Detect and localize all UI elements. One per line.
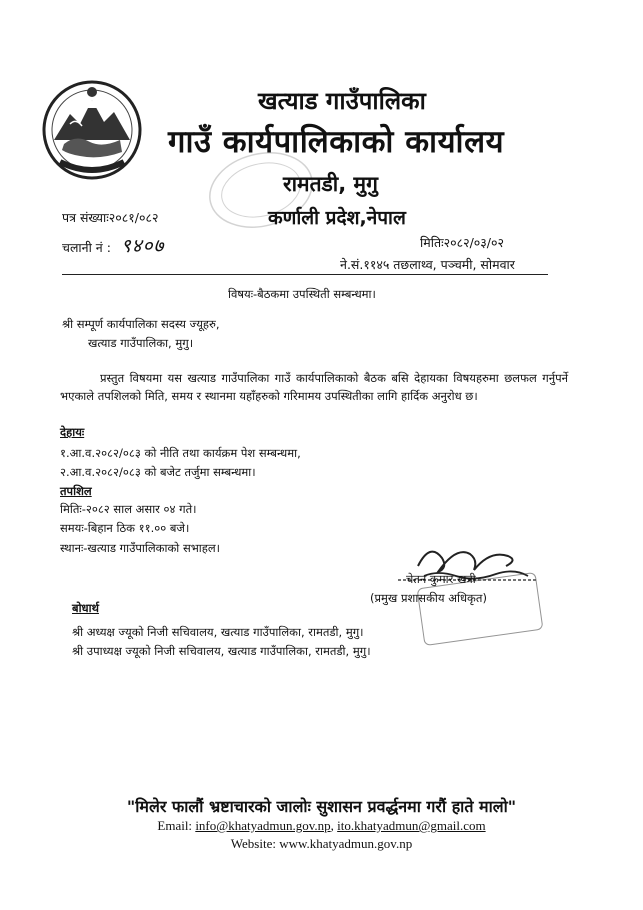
nepal-emblem-icon [40, 78, 144, 182]
header-divider [62, 274, 548, 275]
schedule-heading: तपशिल [60, 484, 92, 498]
schedule-time: समयः-बिहान ठिक ११.०० बजे। [60, 521, 190, 535]
nepal-sambat-date: ने.सं.११४५ तछलाथ्व, पञ्चमी, सोमवार [340, 257, 515, 272]
agenda-item-1: १.आ.व.२०८२/०८३ को नीति तथा कार्यक्रम पेश सम्बन्धमा, [60, 446, 301, 460]
email-link-2[interactable]: ito.khatyadmun@gmail.com [337, 818, 486, 833]
recipient-line-1: श्री सम्पूर्ण कार्यपालिका सदस्य ज्यूहरु, [62, 317, 220, 331]
info-heading: बोधार्थ [72, 601, 99, 615]
dispatch-label: चलानी नं : [62, 240, 111, 255]
dispatch-number [62, 232, 164, 258]
dispatch-handwritten-number: ९४०७ [120, 235, 165, 257]
footer-slogan: "मिलेर फालौं भ्रष्टाचारको जालोः सुशासन प्रवर्द्धनमा गरौं हाते मालो" [126, 797, 517, 816]
schedule-venue: स्थानः-खत्याड गाउँपालिकाको सभाहल। [60, 541, 221, 555]
province-address: कर्णाली प्रदेश,नेपाल [268, 207, 406, 229]
agenda-heading: देहायः [60, 425, 85, 439]
letter-subject: विषयः-बैठकमा उपस्थिती सम्बन्धमा। [228, 287, 376, 301]
info-item-1: श्री अध्यक्ष ज्यूको निजी सचिवालय, खत्याड गाउँपालिका, रामतडी, मुगु। [72, 625, 364, 639]
municipality-name: खत्याड गाउँपालिका [258, 87, 426, 115]
reference-number: पत्र संख्याः२०८१/०८२ [62, 210, 159, 225]
footer-website[interactable]: Website: www.khatyadmun.gov.np [230, 836, 413, 851]
footer-email-line [0, 818, 643, 834]
email-separator: , [330, 818, 338, 833]
office-name: गाउँ कार्यपालिकाको कार्यालय [168, 124, 505, 160]
letter-date: मितिः२०८२/०३/०२ [420, 235, 505, 250]
signatory-name: चेतन कुमार खत्री [406, 572, 476, 586]
info-item-2: श्री उपाध्यक्ष ज्यूको निजी सचिवालय, खत्याड गाउँपालिका, रामतडी, मुगु। [72, 644, 371, 658]
office-address: रामतडी, मुगु [283, 172, 378, 196]
recipient-line-2: खत्याड गाउँपालिका, मुगु। [88, 336, 194, 350]
signatory-title: (प्रमुख प्रशासकीय अधिकृत) [370, 591, 487, 605]
agenda-item-2: २.आ.व.२०८२/०८३ को बजेट तर्जुमा सम्बन्धमा। [60, 465, 256, 479]
body-paragraph: प्रस्तुत विषयमा यस खत्याड गाउँपालिका गाउँ कार्यपालिकाको बैठक बसि देहायका विषयहरुमा छलफल गर्नुपर्ने भएकाले तपशिलको मिति, समय र स्थानमा यहाँहरुको गरिमामय उपस्थितीका लागि हार्दिक अनुरोध छ। [60, 371, 568, 403]
email-link-1[interactable]: info@khatyadmun.gov.np [195, 818, 331, 833]
email-label: Email: [157, 818, 196, 833]
schedule-date: मितिः-२०८२ साल असार ०४ गते। [60, 502, 197, 516]
